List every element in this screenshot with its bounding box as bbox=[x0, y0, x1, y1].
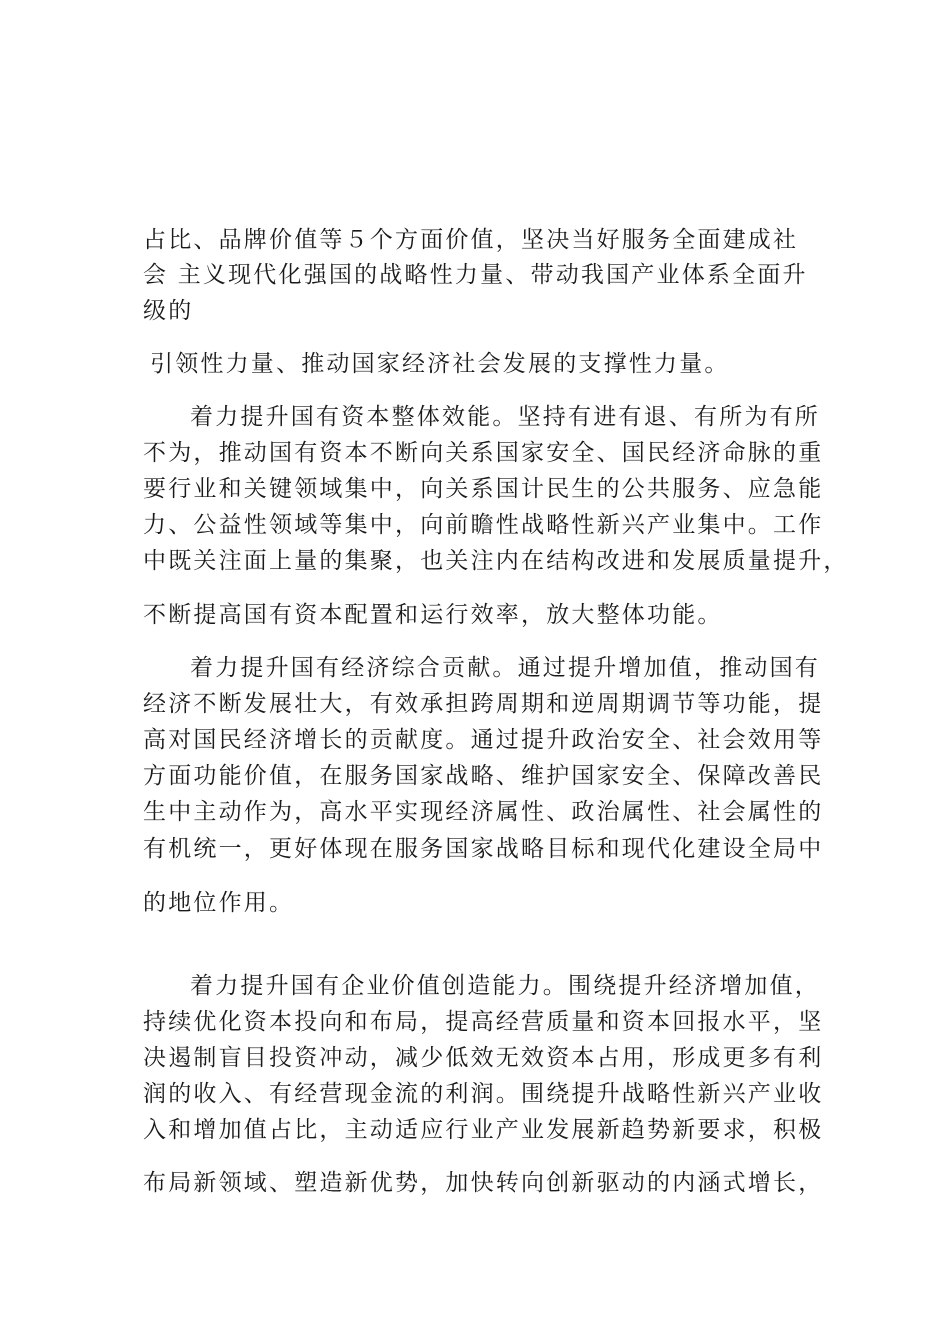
text-line: 不断提高国有资本配置和运行效率，放大整体功能。 bbox=[143, 602, 723, 628]
text-line: 力、公益性领域等集中，向前瞻性战略性新兴产业集中。工作 bbox=[143, 512, 824, 538]
text-line: 有机统一，更好体现在服务国家战略目标和现代化建设全局中 bbox=[143, 836, 824, 862]
text-line: 润的收入、有经营现金流的利润。围绕提升战略性新兴产业收 bbox=[143, 1081, 824, 1107]
text-line: 占比、品牌价值等５个方面价值，坚决当好服务全面建成社 bbox=[143, 227, 799, 253]
text-line: 决遏制盲目投资冲动，减少低效无效资本占用，形成更多有利 bbox=[143, 1045, 824, 1071]
text-line: 的地位作用。 bbox=[143, 890, 295, 916]
text-line: 级的 bbox=[143, 298, 194, 324]
text-line: 经济不断发展壮大，有效承担跨周期和逆周期调节等功能，提 bbox=[143, 691, 824, 717]
text-line: 中既关注面上量的集聚，也关注内在结构改进和发展质量提升， bbox=[143, 548, 849, 574]
paragraph-start-line: 着力提升国有经济综合贡献。通过提升增加值，推动国有 bbox=[190, 655, 820, 681]
text-line: 生中主动作为，高水平实现经济属性、政治属性、社会属性的 bbox=[143, 799, 824, 825]
text-line: 布局新领域、塑造新优势，加快转向创新驱动的内涵式增长， bbox=[143, 1170, 824, 1196]
text-line: 会 主义现代化强国的战略性力量、带动我国产业体系全面升 bbox=[143, 262, 808, 288]
text-line: 高对国民经济增长的贡献度。通过提升政治安全、社会效用等 bbox=[143, 727, 824, 753]
text-line: 要行业和关键领域集中，向关系国计民生的公共服务、应急能 bbox=[143, 476, 824, 502]
text-line: 引领性力量、推动国家经济社会发展的支撑性力量。 bbox=[150, 351, 730, 377]
text-line: 方面功能价值，在服务国家战略、维护国家安全、保障改善民 bbox=[143, 763, 824, 789]
text-line: 持续优化资本投向和布局，提高经营质量和资本回报水平，坚 bbox=[143, 1009, 824, 1035]
paragraph-start-line: 着力提升国有资本整体效能。坚持有进有退、有所为有所 bbox=[190, 404, 820, 430]
text-line: 入和增加值占比，主动适应行业产业发展新趋势新要求，积极 bbox=[143, 1117, 824, 1143]
paragraph-start-line: 着力提升国有企业价值创造能力。围绕提升经济增加值， bbox=[190, 973, 820, 999]
text-line: 不为，推动国有资本不断向关系国家安全、国民经济命脉的重 bbox=[143, 440, 824, 466]
